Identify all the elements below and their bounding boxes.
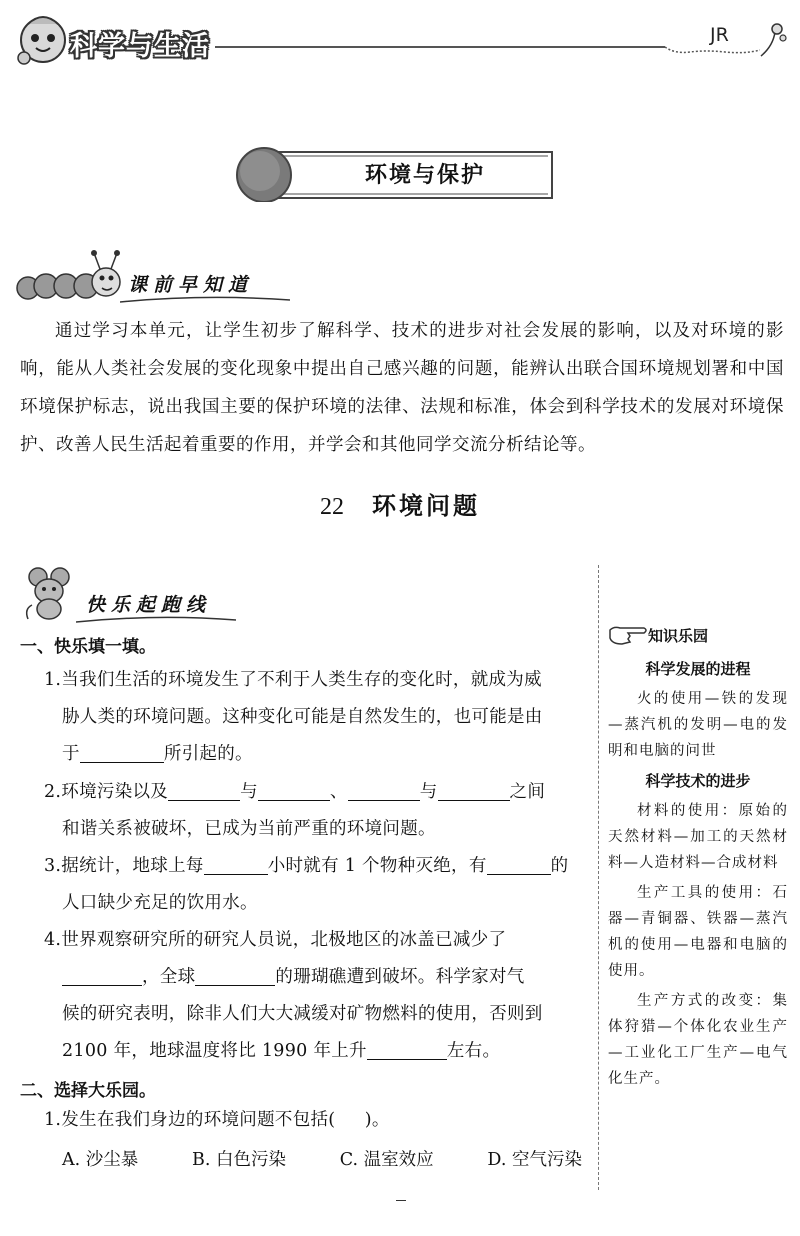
q-text: 候的研究表明，除非人们大大减缓对矿物燃料的使用，否则到 — [62, 1004, 543, 1024]
header-rule — [215, 46, 665, 48]
options-row — [62, 1146, 582, 1171]
part1-heading: 一、快乐填一填。 — [20, 637, 156, 657]
header-wave — [665, 46, 760, 56]
column-divider — [598, 565, 599, 1190]
fill-blank[interactable] — [204, 856, 268, 875]
sidebar-content — [608, 656, 788, 1092]
question-1-2 — [44, 774, 592, 848]
sidebar-subtitle: 科学技术的进步 — [645, 772, 751, 790]
q-text: 与 — [240, 782, 258, 802]
q-text: 所引起的。 — [163, 744, 253, 764]
q-text: 环境污染以及 — [61, 782, 169, 802]
lesson-number: 22 — [320, 494, 344, 520]
q-text: ，全球 — [142, 967, 196, 987]
fill-blank[interactable] — [487, 856, 551, 875]
sprout-icon — [755, 20, 787, 60]
question-2-1 — [44, 1102, 592, 1139]
q-number: 1. — [44, 1110, 62, 1130]
q-text: 人口缺少充足的饮用水。 — [62, 893, 258, 913]
q-text: 2100 年，地球温度将比 1990 年上升 — [62, 1041, 367, 1061]
option-c[interactable]: C. 温室效应 — [339, 1150, 434, 1170]
option-d[interactable]: D. 空气污染 — [487, 1150, 582, 1170]
sidebar-paragraph: 生产工具的使用：石器—青铜器、铁器—蒸汽机的使用—电器和电脑的使用。 — [608, 885, 788, 979]
option-b[interactable]: B. 白色污染 — [192, 1150, 287, 1170]
fill-blank[interactable] — [80, 744, 164, 763]
page-header — [0, 0, 800, 80]
q-text: 小时就有 1 个物种灭绝，有 — [267, 856, 487, 876]
fill-blank[interactable] — [168, 782, 240, 801]
q-text: 之间 — [509, 782, 546, 802]
q-text: 世界观察研究所的研究人员说，北极地区的冰盖已减少了 — [61, 930, 507, 950]
q-text: 据统计，地球上每 — [61, 856, 204, 876]
q-number: 4. — [44, 930, 62, 950]
question-1-4 — [44, 922, 592, 1070]
pointing-hand-icon — [608, 622, 652, 648]
q-text: 和谐关系被破坏，已成为当前严重的环境问题。 — [62, 819, 436, 839]
question-1-1 — [44, 662, 592, 773]
intro-paragraph: 通过学习本单元，让学生初步了解科学、技术的进步对社会发展的影响，以及对环境的影响，能从人类社会发展的变化现象中提出自己感兴趣的问题，能辨认出联合国环境规划署和中国环境保护标志，说出我国主要的保护环境的法律、法规和标准，体会到科学技术的发展对环境保护、改善人民生活起着重要的作用，并学会和其他同学交流分析结论等。 — [20, 321, 784, 455]
section-underline — [120, 296, 290, 304]
fill-blank[interactable] — [62, 967, 142, 986]
part2-heading: 二、选择大乐园。 — [20, 1081, 156, 1101]
q-number: 1. — [44, 670, 62, 690]
sidebar-heading: 知识乐园 — [648, 627, 709, 645]
page-mark — [396, 1200, 406, 1201]
caterpillar-icon — [14, 248, 124, 310]
section-label-warmup: 快乐起跑线 — [86, 594, 212, 616]
section-underline-2 — [76, 616, 236, 624]
lesson-name: 环境问题 — [372, 492, 480, 520]
q-text: 的 — [550, 856, 569, 876]
sidebar-paragraph: 生产方式的改变：集体狩猎—个体化农业生产—工业化工厂生产—电气化生产。 — [608, 993, 788, 1087]
fill-blank[interactable] — [195, 967, 275, 986]
fill-blank[interactable] — [348, 782, 420, 801]
fill-blank[interactable] — [367, 1041, 447, 1060]
lesson-title — [0, 486, 800, 521]
mascot-icon — [14, 10, 72, 68]
q-text: 与 — [419, 782, 438, 802]
fill-blank[interactable] — [258, 782, 330, 801]
edition-code: JR — [710, 24, 729, 46]
q-number: 3. — [44, 856, 62, 876]
q-text: 胁人类的环境问题。这种变化可能是自然发生的，也可能是由 — [62, 707, 543, 727]
sidebar-subtitle: 科学发展的进程 — [645, 660, 751, 678]
q-text: 、 — [329, 782, 348, 802]
unit-title: 环境与保护 — [364, 163, 485, 188]
sidebar-paragraph: 火的使用—铁的发现—蒸汽机的发明—电的发明和电脑的问世 — [608, 691, 788, 759]
q-text: 于 — [62, 744, 80, 764]
section-label-preclass: 课前早知道 — [128, 274, 254, 296]
q-text: 发生在我们身边的环境问题不包括( )。 — [61, 1110, 390, 1130]
question-1-3 — [44, 848, 592, 922]
fill-blank[interactable] — [438, 782, 510, 801]
mouse-icon — [22, 565, 78, 621]
sidebar-paragraph: 材料的使用：原始的天然材料—加工的天然材料—人造材料—合成材料 — [608, 803, 788, 871]
q-number: 2. — [44, 782, 62, 802]
q-text: 左右。 — [446, 1041, 501, 1061]
q-text: 的珊瑚礁遭到破坏。科学家对气 — [275, 967, 525, 987]
q-text: 当我们生活的环境发生了不利于人类生存的变化时，就成为威 — [61, 670, 542, 690]
brand-title: 科学与生活 — [70, 31, 210, 62]
option-a[interactable]: A. 沙尘暴 — [62, 1150, 139, 1170]
